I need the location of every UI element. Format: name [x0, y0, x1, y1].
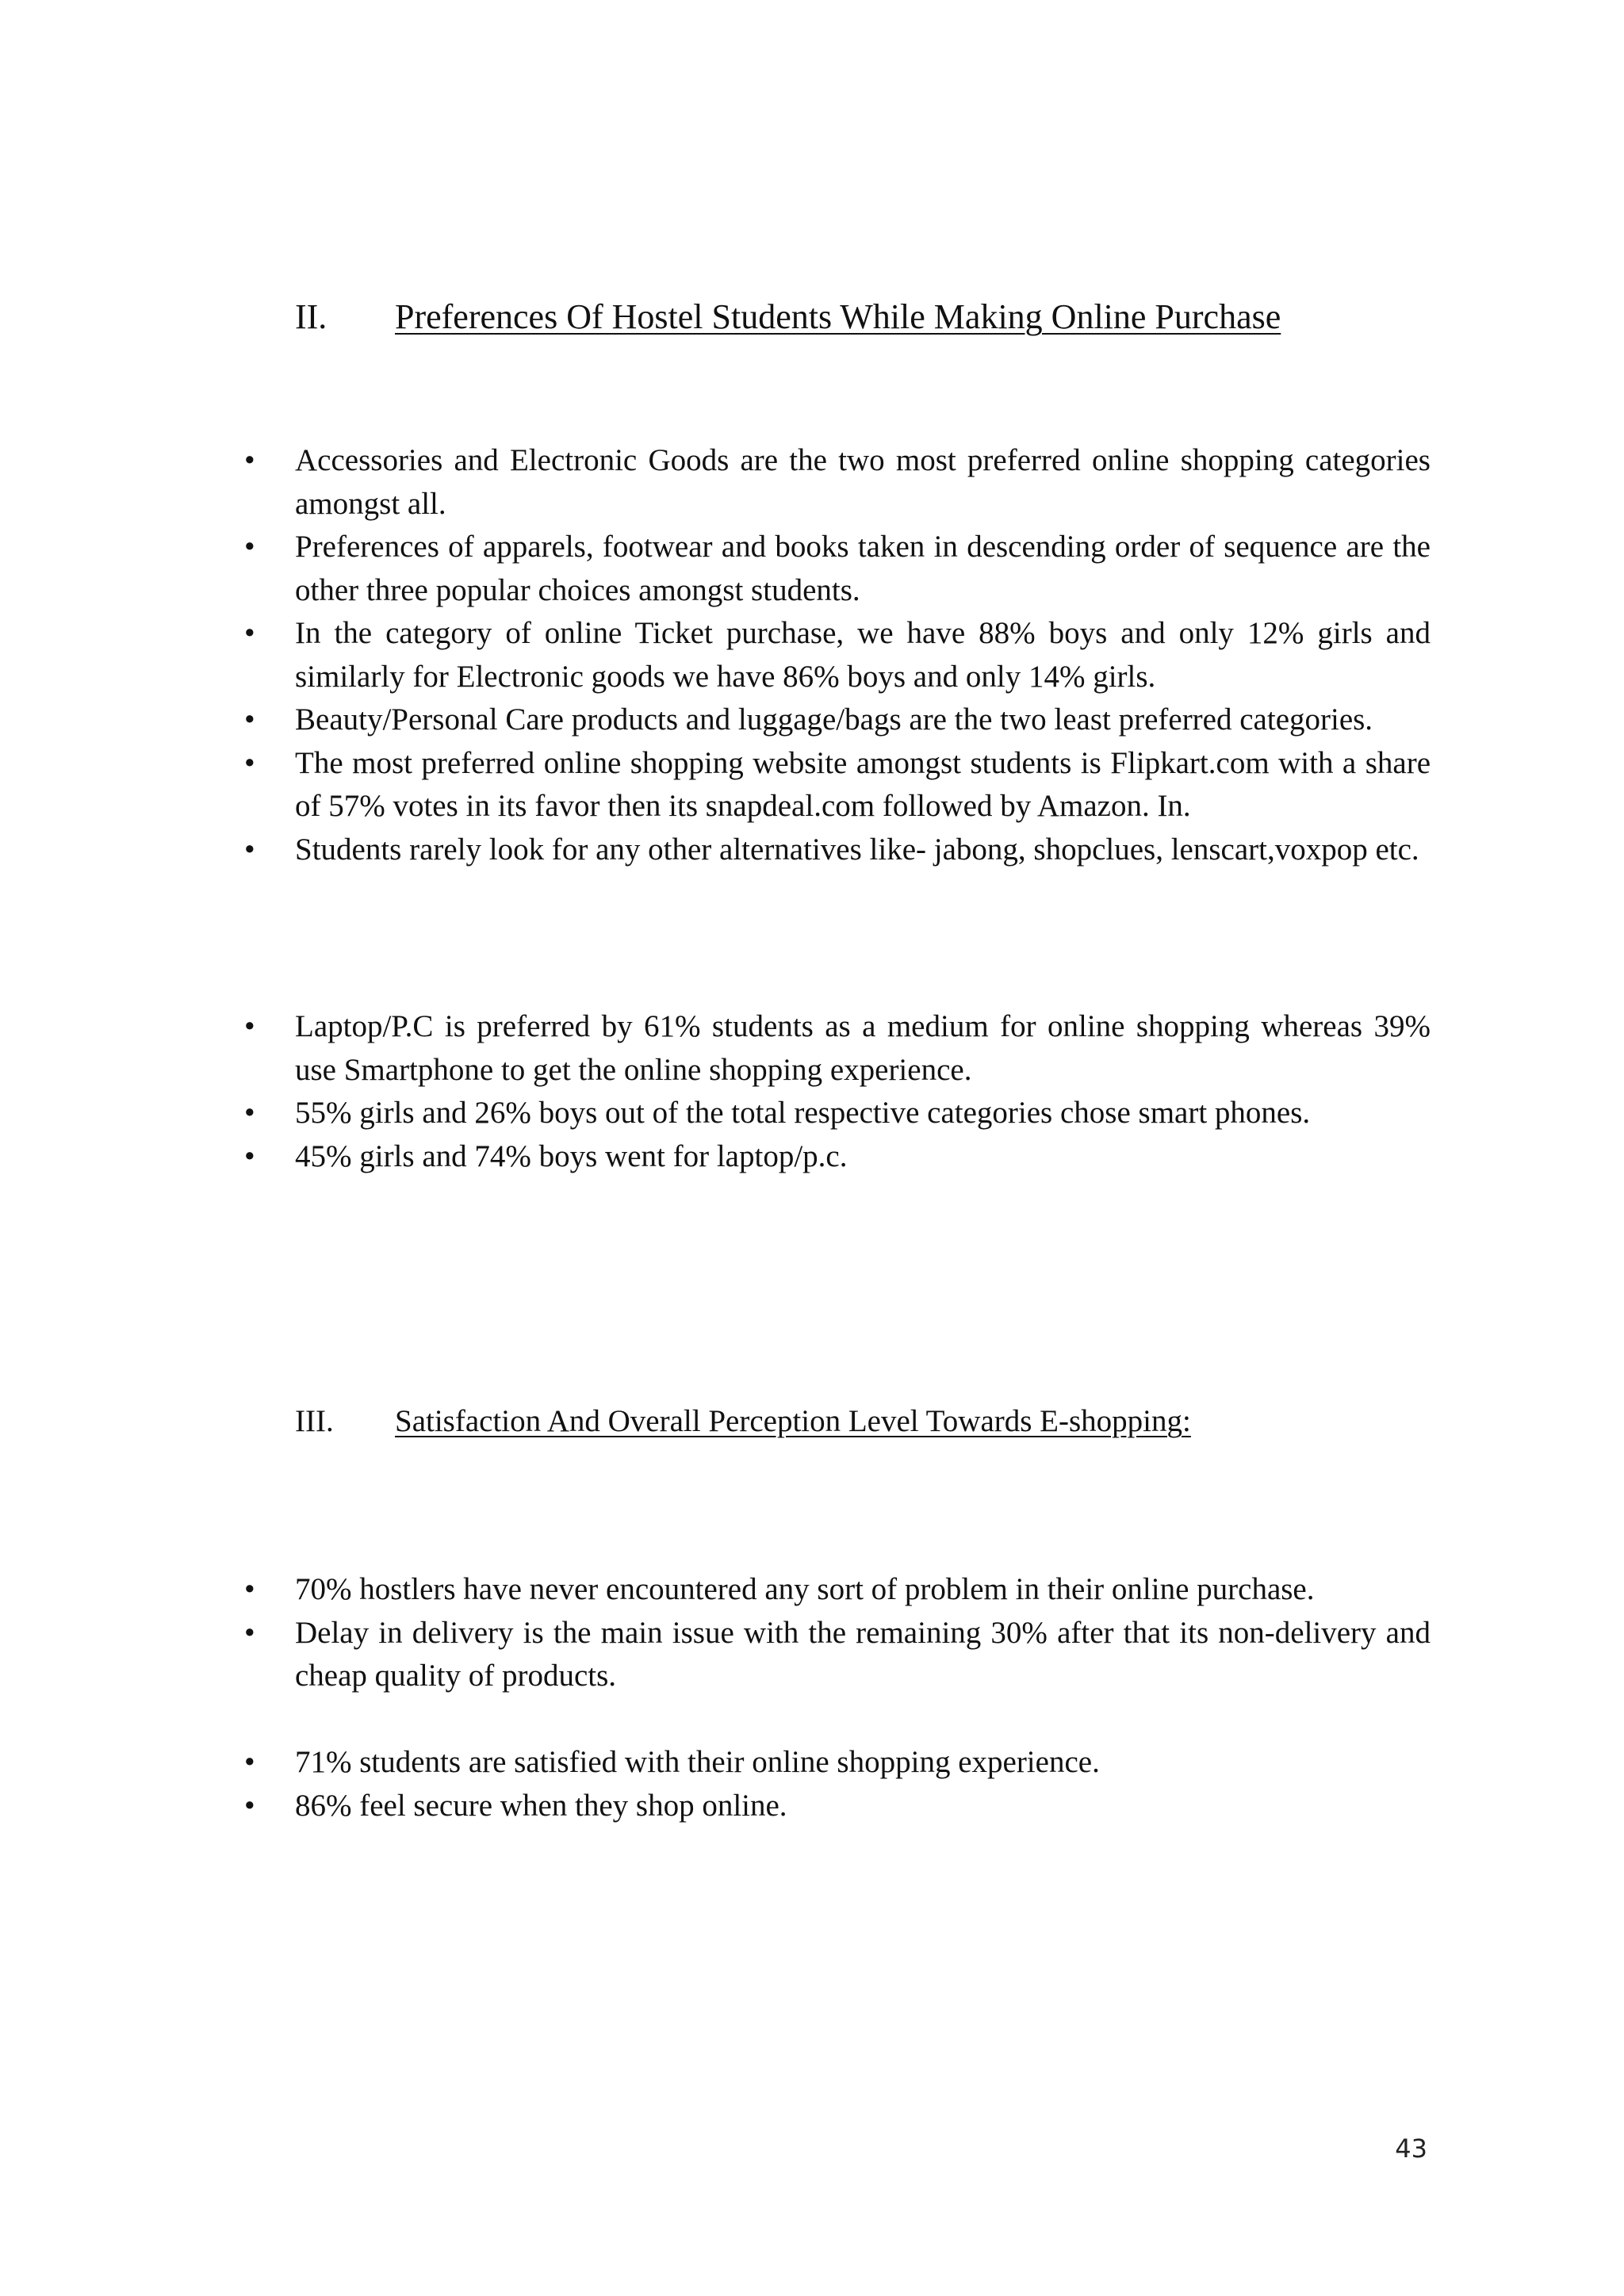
list-item [244, 1568, 1431, 1612]
bullet-icon: • [244, 745, 255, 780]
bullet-icon: • [244, 702, 255, 737]
bullet-icon: • [244, 1096, 255, 1130]
section-heading-preferences [295, 293, 1532, 341]
list-item [244, 742, 1431, 828]
list-item-text: Beauty/Personal Care products and luggage/bags are the two least preferred categories. [295, 702, 1373, 737]
list-item [244, 1135, 1431, 1179]
bullet-icon: • [244, 1788, 255, 1823]
list-item-text: 71% students are satisfied with their online shopping experience. [295, 1745, 1100, 1779]
bullet-icon: • [244, 616, 255, 650]
list-item [244, 698, 1431, 742]
list-item-text: 86% feel secure when they shop online. [295, 1788, 787, 1823]
list-item [244, 612, 1431, 698]
section-title: Preferences Of Hostel Students While Making Online Purchase [395, 297, 1281, 336]
list-item [244, 439, 1431, 526]
list-item [244, 526, 1431, 612]
list-item [244, 1612, 1431, 1698]
list-item [244, 1092, 1431, 1135]
satisfaction-bullet-list [244, 1741, 1431, 1827]
section-number: III. [295, 1404, 334, 1438]
list-item [244, 828, 1431, 872]
list-item [244, 1785, 1431, 1828]
bullet-icon: • [244, 1615, 255, 1650]
list-item [244, 1005, 1431, 1092]
list-item-text: Delay in delivery is the main issue with the remaining 30% after that its non-delivery and cheap quality of products. [295, 1615, 1431, 1693]
list-item-text: Preferences of apparels, footwear and books taken in descending order of sequence are the other three popular choices amongst students. [295, 530, 1431, 607]
section-number: II. [295, 297, 327, 336]
list-item-text: 55% girls and 26% boys out of the total respective categories chose smart phones. [295, 1096, 1311, 1130]
list-item-text: 45% girls and 74% boys went for laptop/p.c. [295, 1138, 848, 1173]
preferences-bullet-list [244, 439, 1431, 871]
section-title: Satisfaction And Overall Perception Level Towards E-shopping: [395, 1404, 1191, 1438]
problems-bullet-list [244, 1568, 1431, 1698]
list-item-text: Students rarely look for any other alternatives like- jabong, shopclues, lenscart,voxpop etc. [295, 832, 1419, 867]
list-item-text: In the category of online Ticket purchase, we have 88% boys and only 12% girls and similarly for Electronic goods we have 86% boys and only 14% girls. [295, 616, 1431, 694]
bullet-icon: • [244, 1009, 255, 1043]
bullet-icon: • [244, 832, 255, 867]
list-item-text: The most preferred online shopping website amongst students is Flipkart.com with a share of 57% votes in its favor then its snapdeal.com followed by Amazon. In. [295, 745, 1431, 823]
bullet-icon: • [244, 1138, 255, 1173]
device-preference-bullet-list [244, 1005, 1431, 1178]
section-heading-satisfaction [295, 1400, 1532, 1443]
bullet-icon: • [244, 1572, 255, 1606]
page-number: 43 [1395, 2133, 1427, 2164]
bullet-icon: • [244, 530, 255, 564]
list-item-text: Laptop/P.C is preferred by 61% students as a medium for online shopping whereas 39% use Smartphone to get the online shopping experience. [295, 1009, 1431, 1087]
list-item-text: Accessories and Electronic Goods are the two most preferred online shopping categories amongst all. [295, 443, 1431, 521]
bullet-icon: • [244, 443, 255, 477]
list-item [244, 1741, 1431, 1785]
list-item-text: 70% hostlers have never encountered any sort of problem in their online purchase. [295, 1572, 1315, 1606]
bullet-icon: • [244, 1745, 255, 1779]
